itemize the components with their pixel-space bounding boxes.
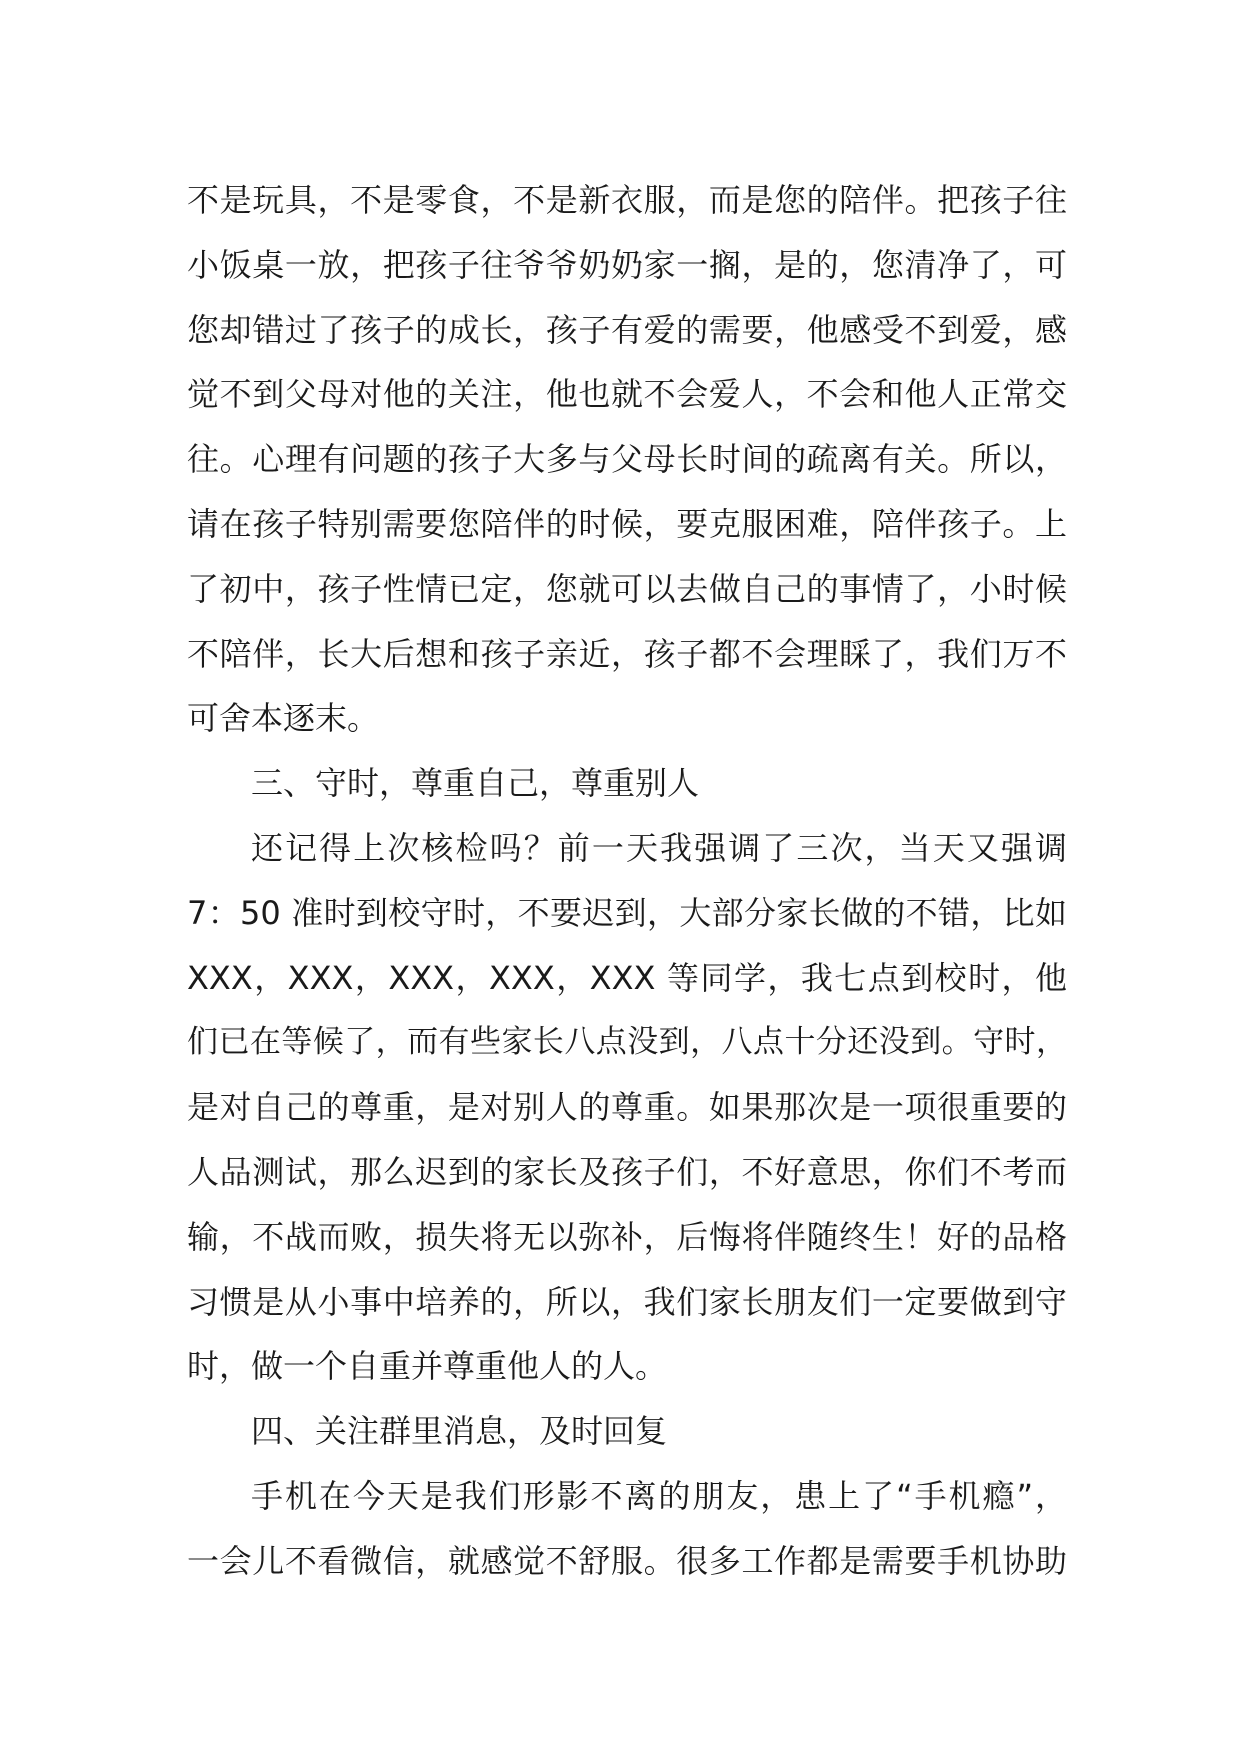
section-heading: 三、守时，尊重自己，尊重别人 [251,764,700,803]
paragraph-line: 请在孩子特别需要您陪伴的时候，要克服困难，陪伴孩子。上 [187,504,1067,543]
paragraph-line: 时，做一个自重并尊重他人的人。 [187,1347,668,1386]
paragraph-line: 觉不到父母对他的关注，他也就不会爱人，不会和他人正常交 [187,375,1067,414]
paragraph-line: 习惯是从小事中培养的，所以，我们家长朋友们一定要做到守 [187,1282,1067,1321]
paragraph-line: 可舍本逐末。 [187,699,380,738]
body-text [187,168,1067,1594]
paragraph-line: 人品测试，那么迟到的家长及孩子们，不好意思，你们不考而 [187,1152,1067,1191]
paragraph-line: 手机在今天是我们形影不离的朋友，患上了“手机瘾”， [251,1476,1067,1515]
paragraph-line: 还记得上次核检吗？前一天我强调了三次，当天又强调 [251,828,1067,867]
section-heading: 四、关注群里消息，及时回复 [251,1412,668,1451]
paragraph-line: 输，不战而败，损失将无以弥补，后悔将伴随终生！好的品格 [187,1217,1067,1256]
paragraph-line: 了初中，孩子性情已定，您就可以去做自己的事情了，小时候 [187,569,1067,608]
paragraph-line: 小饭桌一放，把孩子往爷爷奶奶家一搁，是的，您清净了，可 [187,245,1067,284]
paragraph-line: 们已在等候了，而有些家长八点没到，八点十分还没到。守时， [187,1024,1067,1061]
paragraph-line: 不是玩具，不是零食，不是新衣服，而是您的陪伴。把孩子往 [187,181,1067,219]
paragraph-line: 一会儿不看微信，就感觉不舒服。很多工作都是需要手机协助 [187,1541,1067,1580]
paragraph-line: 不陪伴，长大后想和孩子亲近，孩子都不会理睬了，我们万不 [187,634,1067,673]
paragraph-line: XXX，XXX，XXX，XXX，XXX 等同学，我七点到校时，他 [187,958,1067,997]
paragraph-line: 您却错过了孩子的成长，孩子有爱的需要，他感受不到爱，感 [187,310,1067,349]
paragraph-line: 往。心理有问题的孩子大多与父母长时间的疏离有关。所以， [187,440,1067,479]
paragraph-line: 7：50 准时到校守时，不要迟到，大部分家长做的不错，比如 [187,893,1067,932]
paragraph-line: 是对自己的尊重，是对别人的尊重。如果那次是一项很重要的 [187,1088,1067,1127]
